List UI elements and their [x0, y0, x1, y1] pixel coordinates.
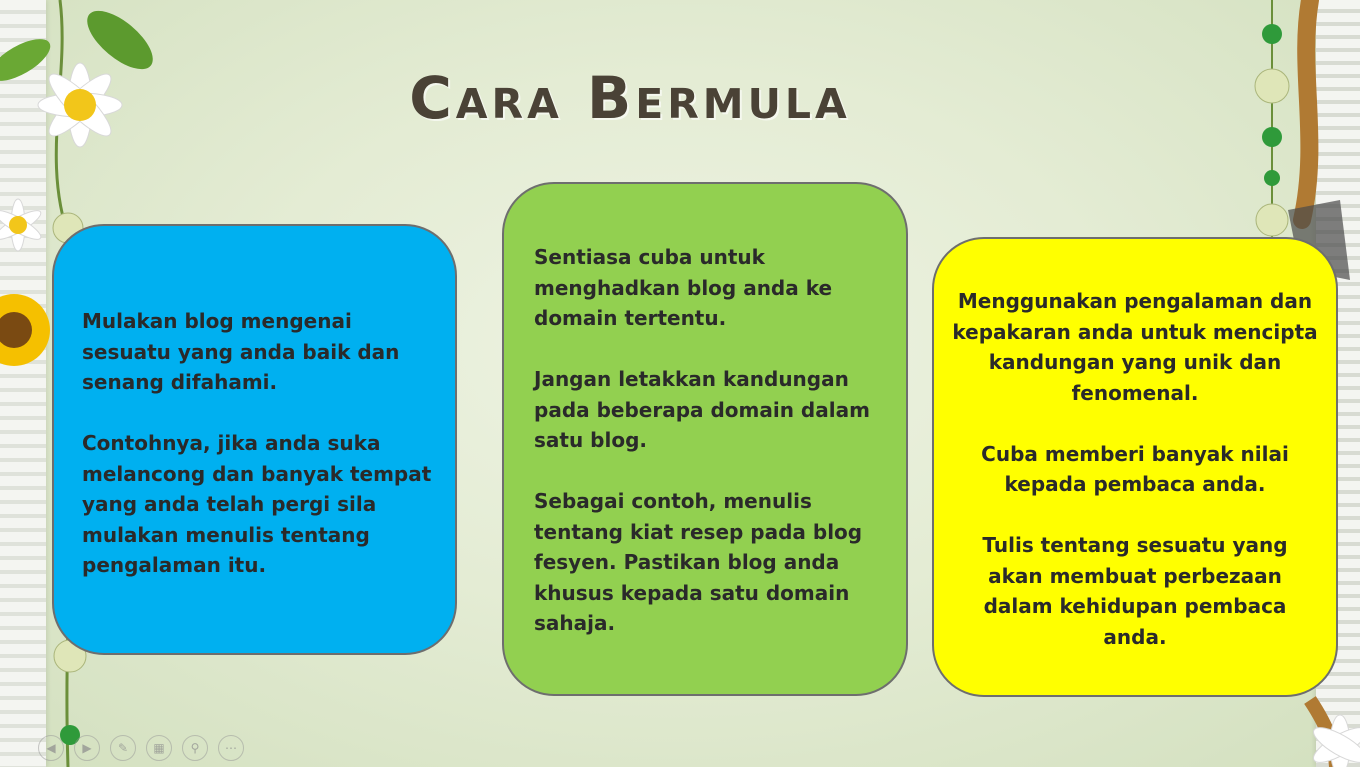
zoom-icon[interactable]: ⚲ [182, 735, 208, 761]
card-paragraph: Contohnya, jika anda suka melancong dan banyak tempat yang anda telah pergi sila mulakan menulis tentang pengalaman itu. [82, 431, 432, 577]
next-icon[interactable]: ▶ [74, 735, 100, 761]
card-paragraph: Cuba memberi banyak nilai kepada pembaca anda. [981, 441, 1289, 496]
card-paragraph: Mulakan blog mengenai sesuatu yang anda baik dan senang difahami. [82, 309, 400, 394]
card-paragraph: Sentiasa cuba untuk menghadkan blog anda ke domain tertentu. [534, 245, 833, 330]
slide-title: Cara Bermula [409, 64, 851, 132]
content-card-yellow [932, 237, 1338, 697]
card-paragraph: Jangan letakkan kandungan pada beberapa domain dalam satu blog. [534, 367, 870, 452]
slides-grid-icon[interactable]: ▦ [146, 735, 172, 761]
card-paragraph: Menggunakan pengalaman dan kepakaran anda untuk mencipta kandungan yang unik dan fenomenal. [952, 289, 1318, 405]
card-paragraph: Sebagai contoh, menulis tentang kiat resep pada blog fesyen. Pastikan blog anda khusus kepada satu domain sahaja. [534, 489, 863, 635]
pen-icon[interactable]: ✎ [110, 735, 136, 761]
more-options-icon[interactable]: ⋯ [218, 735, 244, 761]
slideshow-controls [38, 735, 244, 763]
content-card-blue [52, 224, 457, 655]
previous-icon[interactable]: ◀ [38, 735, 64, 761]
card-paragraph: Tulis tentang sesuatu yang akan membuat perbezaan dalam kehidupan pembaca anda. [982, 533, 1288, 649]
content-card-green [502, 182, 908, 696]
